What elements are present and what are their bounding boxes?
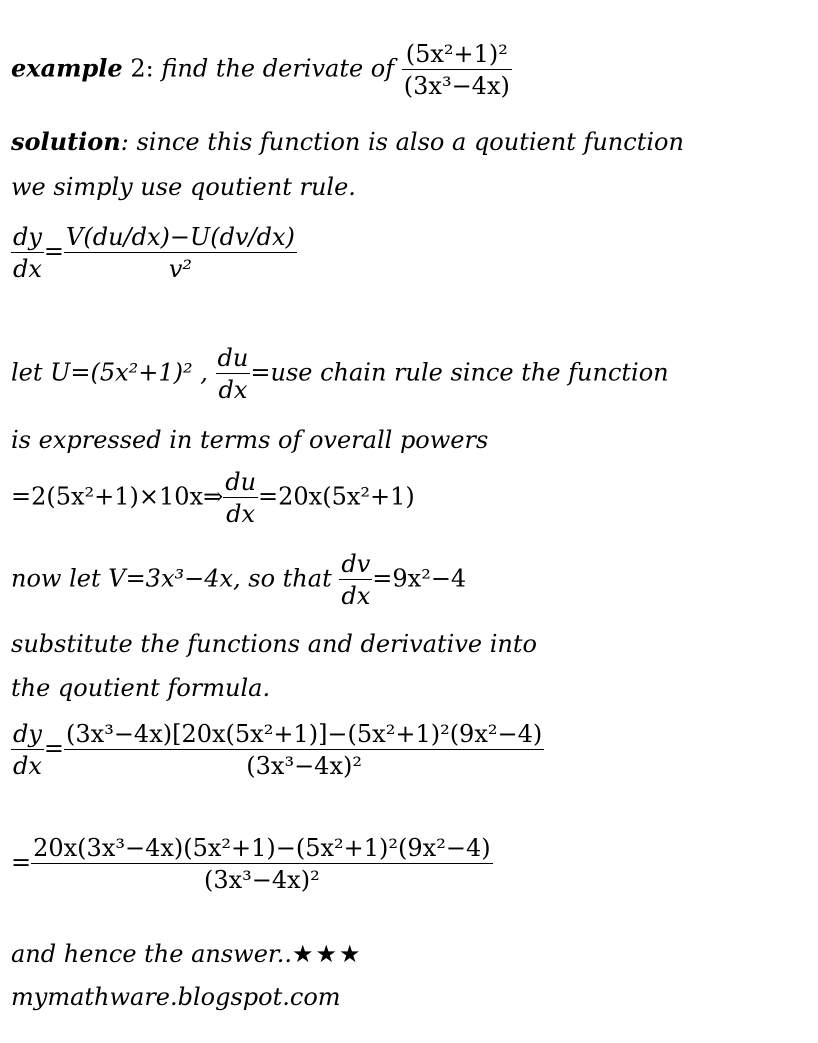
solution-label: solution [11,127,121,156]
line-quotient-rule: we simply use qoutient rule. [11,173,356,201]
expanded-fraction [64,722,544,778]
overall-powers-line: is expressed in terms of overall powers [11,426,489,454]
blog-url: mymathware.blogspot.com [11,983,341,1011]
dv-dx-value: =9x²−4 [372,564,467,593]
dx-denominator: dx [13,752,42,780]
dx-denominator: dx [218,376,248,404]
chain-rule-post: =20x(5x²+1) [258,482,415,511]
dy-numerator: dy [13,720,42,748]
solution-text: : since this function is also a qoutient function [120,128,684,156]
simplified-derivative-line [11,836,493,892]
dy-numerator: dy [13,223,42,251]
du-numerator: du [225,468,257,496]
title-fraction-denominator: (3x³−4x) [403,72,510,100]
dx-denominator: dx [341,582,371,610]
example-number: 2 [130,54,146,83]
dv-numerator: dv [341,550,371,578]
simplified-fraction [31,836,492,892]
title-fraction-numerator: (5x²+1)² [402,42,512,70]
title-line [11,42,512,98]
closing-line [11,942,363,966]
dv-dx-fraction [339,552,372,608]
example-text: find the derivate of [161,54,395,83]
chain-rule-result-line [11,470,415,526]
equals-sign: = [43,734,65,763]
closing-text: and hence the answer.. [11,940,293,968]
chain-rule-pre: =2(5x²+1)×10x⇒ [11,482,224,511]
formula-line: the qoutient formula. [11,674,271,702]
let-v-line [11,552,466,608]
du-dx-fraction [216,346,251,402]
let-u-line [11,346,669,402]
example-label: example [11,53,123,83]
equals-sign: = [43,237,65,266]
solution-line [11,127,684,156]
simplified-numerator: 20x(3x³−4x)(5x²+1)−(5x²+1)²(9x²−4) [33,834,491,862]
dy-dx-fraction [11,722,44,778]
quotient-rule-formula [11,225,297,281]
expanded-derivative-line [11,722,544,778]
expanded-numerator: (3x³−4x)[20x(5x²+1)]−(5x²+1)²(9x²−4) [66,720,543,748]
equals-sign: = [11,848,32,877]
quotient-rule-denominator: v² [168,255,193,283]
quotient-rule-fraction [64,225,297,281]
let-v-text: now let V=3x³−4x, so that [11,564,332,593]
title-fraction [402,42,512,98]
simplified-denominator: (3x³−4x)² [204,866,320,894]
quotient-rule-numerator: V(du/dx)−U(dv/dx) [66,223,295,251]
dx-denominator: dx [226,500,256,528]
example-colon: : [145,54,154,83]
substitute-line: substitute the functions and derivative into [11,630,537,658]
du-dx-fraction [223,470,258,526]
let-u-text: let U=(5x²+1)² , [11,358,208,387]
star-icon: ★★★ [292,940,363,968]
chain-rule-text: =use chain rule since the function [250,358,669,387]
expanded-denominator: (3x³−4x)² [246,752,362,780]
dy-dx-fraction [11,225,44,281]
dx-denominator: dx [13,255,42,283]
du-numerator: du [217,344,249,372]
